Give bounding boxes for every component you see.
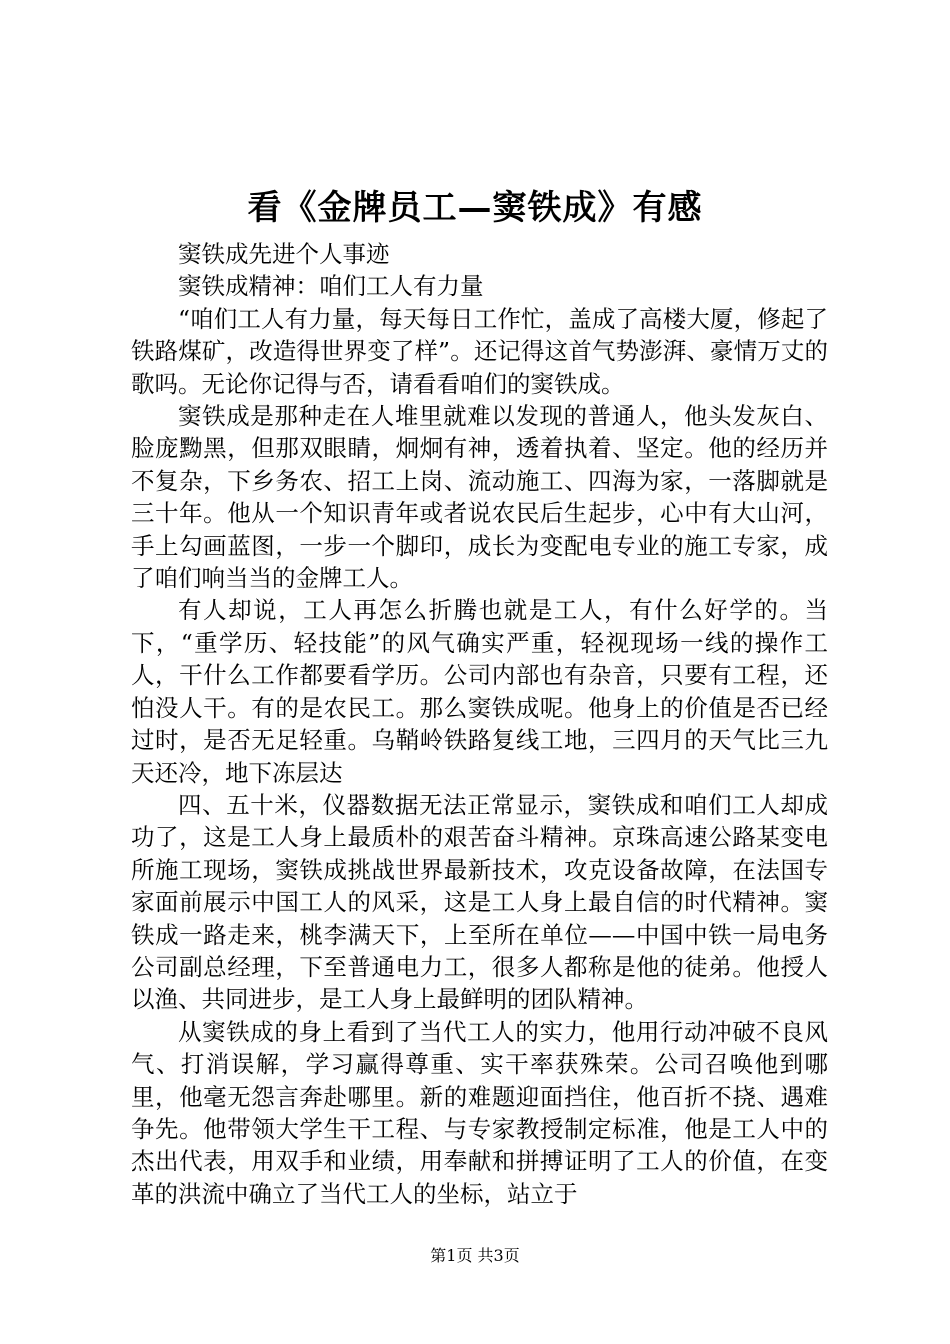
paragraph-4: 窦铁成是那种走在人堆里就难以发现的普通人，他头发灰白、脸庞黝黑，但那双眼睛，炯炯有神，透着执着、坚定。他的经历并不复杂，下乡务农、招工上岗、流动施工、四海为家，一落脚就是三十年。他从一个知识青年或者说农民后生起步，心中有大山河，手上勾画蓝图，一步一个脚印，成长为变配电专业的施工专家，成了咱们响当当的金牌工人。 [131,402,828,593]
page-footer: 第1页 共3页 [430,1246,520,1265]
paragraph-2: 窦铁成精神：咱们工人有力量 [178,272,484,301]
document-title: 看《金牌员工—窦铁成》有感 [247,188,703,228]
paragraph-6: 四、五十米，仪器数据无法正常显示，窦铁成和咱们工人却成功了，这是工人身上最质朴的艰苦奋斗精神。京珠高速公路某变电所施工现场，窦铁成挑战世界最新技术，攻克设备故障，在法国专家面前展示中国工人的风采，这是工人身上最自信的时代精神。窦铁成一路走来，桃李满天下，上至所在单位——中国中铁一局电务公司副总经理，下至普通电力工，很多人都称是他的徒弟。他授人以渔、共同进步，是工人身上最鲜明的团队精神。 [131,790,828,1014]
document-body [131,238,828,1210]
paragraph-7: 从窦铁成的身上看到了当代工人的实力，他用行动冲破不良风气、打消误解，学习赢得尊重、实干率获殊荣。公司召唤他到哪里，他毫无怨言奔赴哪里。新的难题迎面挡住，他百折不挠、遇难争先。他带领大学生干工程、与专家教授制定标准，他是工人中的杰出代表，用双手和业绩，用奉献和拼搏证明了工人的价值，在变革的洪流中确立了当代工人的坐标，站立于 [131,1017,828,1208]
paragraph-5: 有人却说，工人再怎么折腾也就是工人，有什么好学的。当下，“重学历、轻技能”的风气确实严重，轻视现场一线的操作工人，干什么工作都要看学历。公司内部也有杂音，只要有工程，还怕没人干。有的是农民工。那么窦铁成呢。他身上的价值是否已经过时，是否无足轻重。乌鞘岭铁路复线工地，三四月的天气比三九天还冷，地下冻层达 [131,596,828,787]
paragraph-3: “咱们工人有力量，每天每日工作忙，盖成了高楼大厦，修起了铁路煤矿，改造得世界变了样”。还记得这首气势澎湃、豪情万丈的歌吗。无论你记得与否，请看看咱们的窦铁成。 [131,304,828,398]
paragraph-1: 窦铁成先进个人事迹 [178,240,390,268]
